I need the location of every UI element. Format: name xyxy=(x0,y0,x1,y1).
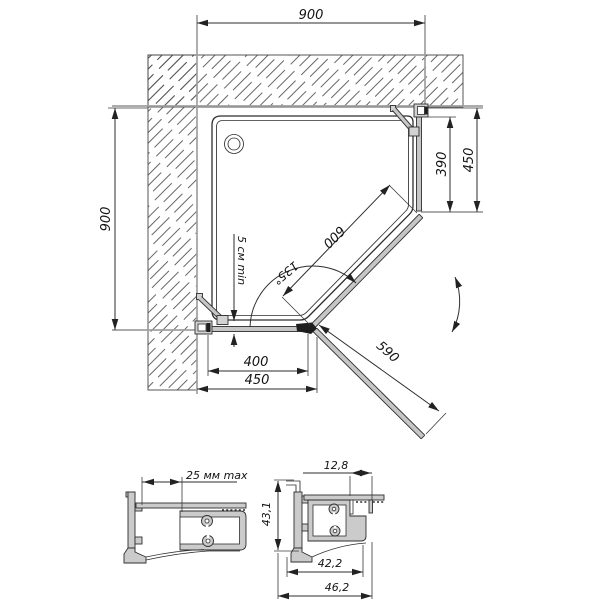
glass-panel-bottom xyxy=(199,327,308,332)
dim-label-right-overall: 450 xyxy=(462,147,477,173)
screw-boss xyxy=(203,535,214,547)
dim-label-profile-height: 43,1 xyxy=(260,501,273,527)
dim-label-left-depth: 900 xyxy=(99,206,114,232)
screw-boss xyxy=(330,526,340,536)
dim-label-adjustment: 25 мм max xyxy=(186,469,248,482)
dim-label-right-panel: 390 xyxy=(435,151,450,177)
dim-label-slot-width: 42,2 xyxy=(317,557,343,570)
dim-label-bottom-overall: 450 xyxy=(244,373,270,388)
dim-label-bottom-panel: 400 xyxy=(243,355,269,370)
dim-label-overall-width: 46,2 xyxy=(324,581,350,594)
dim-label-door: 590 xyxy=(373,338,402,367)
angle-label: 135° xyxy=(269,258,302,288)
dim-label-lip-width: 12,8 xyxy=(323,459,349,472)
min-gap-label: 5 см min xyxy=(235,236,248,286)
dim-label-top-width: 900 xyxy=(298,8,324,23)
dim-label-fixed-panel: 600 xyxy=(319,222,348,251)
